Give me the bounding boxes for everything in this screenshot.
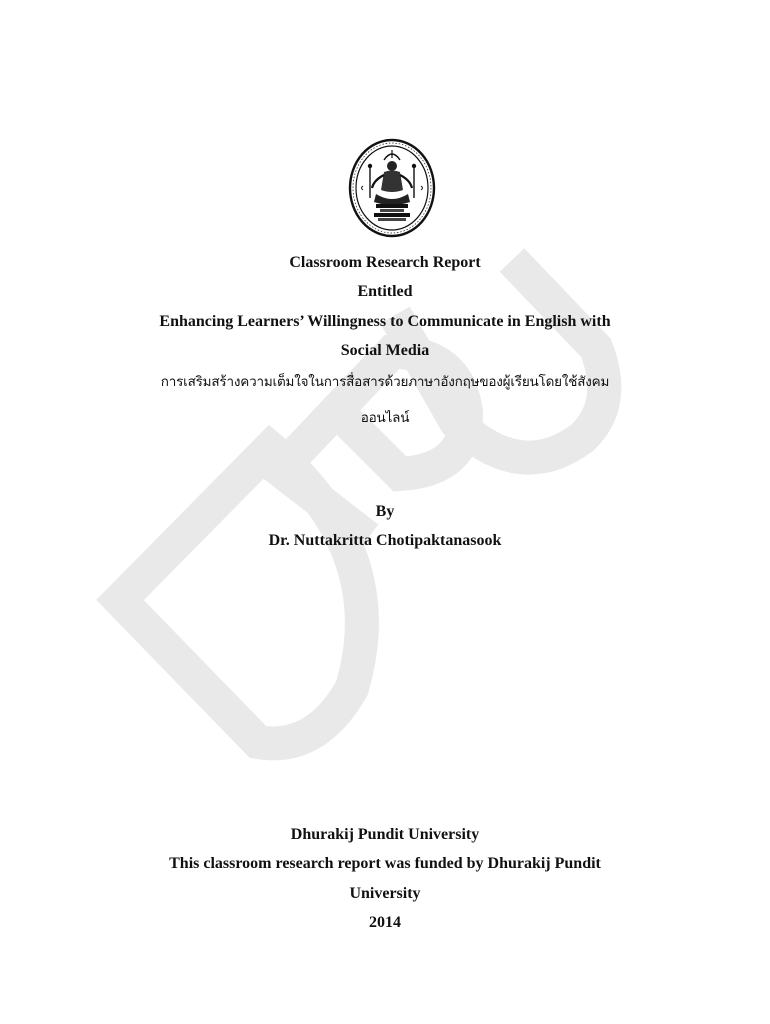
funding-statement-line-1: This classroom research report was funded by Dhurakij Pundit <box>169 855 601 872</box>
watermark-letter-d <box>120 448 362 743</box>
thai-title-line-1: การเสริมสร้างความเต็มใจในการสื่อสารด้วยภาษาอังกฤษของผู้เรียนโดยใช้สังคม <box>160 374 610 390</box>
university-name: Dhurakij Pundit University <box>290 826 480 843</box>
university-seal-icon <box>348 138 436 238</box>
by-label: By <box>375 503 395 520</box>
author-name: Dr. Nuttakritta Chotipaktanasook <box>268 532 502 549</box>
english-title-line-2: Social Media <box>340 342 430 359</box>
english-title-line-1: Enhancing Learners’ Willingness to Communicate in English with <box>159 313 611 330</box>
thai-title-line-2: ออนไลน์ <box>360 410 410 426</box>
entitled-label: Entitled <box>357 283 413 300</box>
report-year: 2014 <box>369 914 401 931</box>
funding-statement-line-2: University <box>349 885 421 902</box>
report-type-heading: Classroom Research Report <box>289 254 481 271</box>
